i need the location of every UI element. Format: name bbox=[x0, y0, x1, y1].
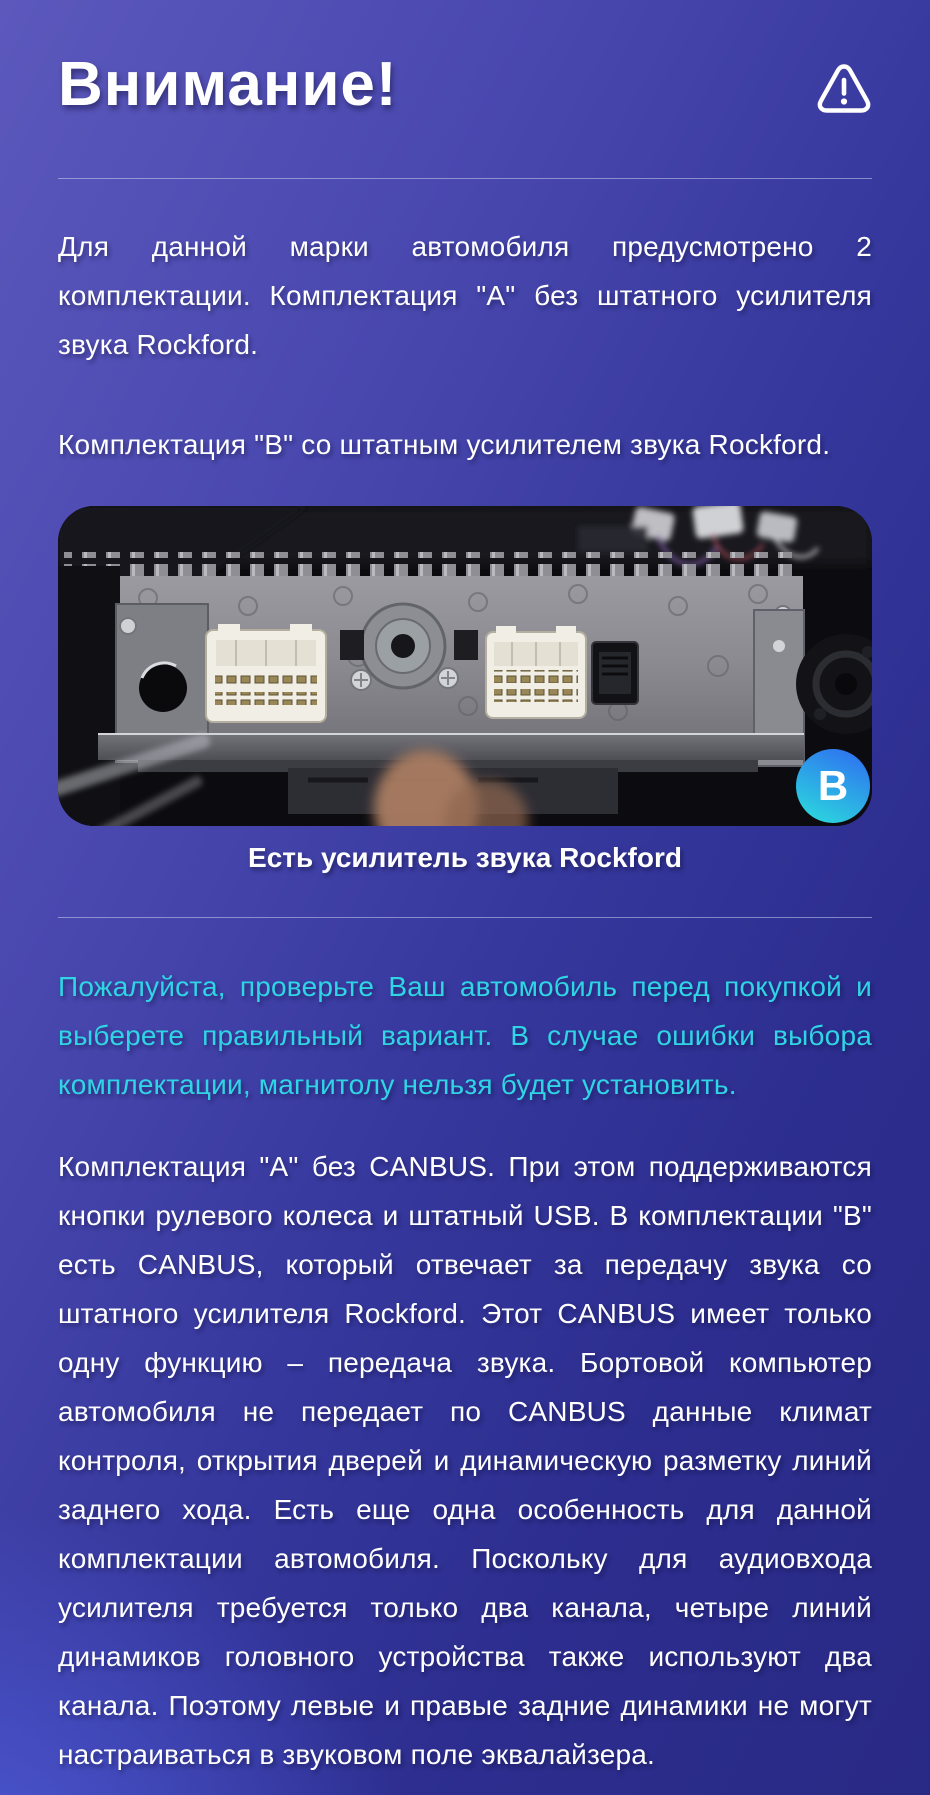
variant-badge-label: B bbox=[817, 762, 849, 809]
photo-caption: Есть усилитель звука Rockford bbox=[248, 842, 682, 873]
page-header bbox=[58, 52, 872, 118]
warning-triangle-icon bbox=[816, 60, 872, 116]
product-photo bbox=[58, 506, 872, 826]
notice-text: Пожалуйста, проверьте Ваш автомобиль перед покупкой и выберете правильный вариант. В случае ошибки выбора комплектации, магнитолу нельзя будет установить. bbox=[58, 971, 872, 1100]
intro-paragraph-1: Для данной марки автомобиля предусмотрено 2 комплектации. Комплектация "А" без штатного усилителя звука Rockford. bbox=[58, 231, 872, 360]
variant-badge bbox=[796, 749, 870, 823]
page-title: Внимание! bbox=[58, 50, 398, 119]
divider bbox=[58, 917, 872, 918]
details-text: Комплектация "А" без CANBUS. При этом поддерживаются кнопки рулевого колеса и штатный USB. В комплектации "В" есть CANBUS, который отвечает за передачу звука со штатного усилителя Rockford. Этот CANBUS имеет только одну функцию – передача звука. Бортовой компьютер автомобиля не передает по CANBUS данные климат контроля, открытия дверей и динамическую разметку линий заднего хода. Есть еще одна особенность для данной комплектации автомобиля. Поскольку для аудиовхода усилителя требуется только два канала, четыре линий динамиков головного устройства также используют два канала. Поэтому левые и правые задние динамики не могут настраиваться в звуковом поле эквалайзера. bbox=[58, 1151, 872, 1770]
intro-paragraph-2: Комплектация "В" со штатным усилителем звука Rockford. bbox=[58, 429, 831, 460]
divider bbox=[58, 178, 872, 179]
head-unit-illustration bbox=[58, 506, 872, 826]
